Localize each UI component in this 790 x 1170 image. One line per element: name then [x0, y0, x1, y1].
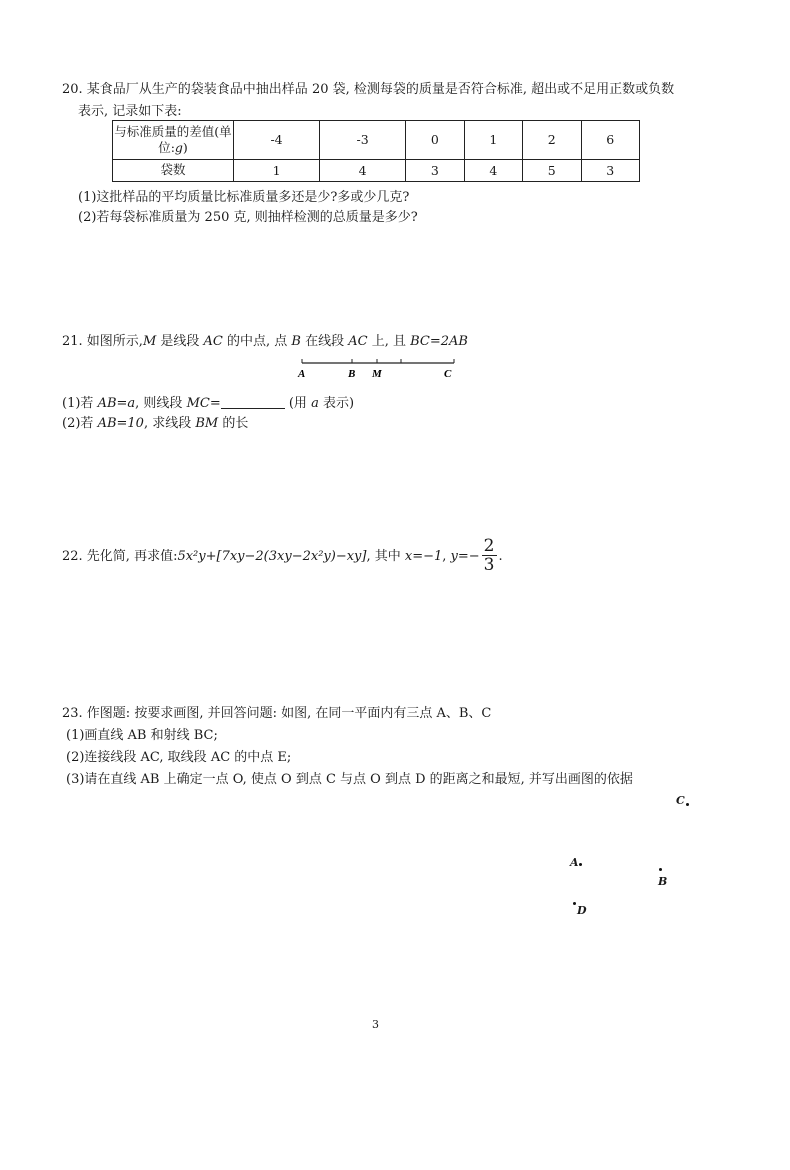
q20-diff-header-unit: g [174, 139, 183, 155]
q20-count-cell: 3 [581, 159, 640, 181]
q23-stem: 23. 作图题: 按要求画图, 并回答问题: 如图, 在同一平面内有三点 A、B、C [62, 706, 492, 721]
q22-y-denominator: 3 [483, 555, 495, 575]
q21-sub2 [62, 412, 248, 431]
q21-sub2-text: 的长 [218, 416, 249, 431]
q21-text: 是线段 [156, 334, 204, 349]
q20-sub1: (1)这批样品的平均质量比标准质量多还是少?多或少几克? [78, 190, 410, 205]
q22-stem [62, 538, 503, 575]
q20-diff-cell: 0 [406, 121, 464, 160]
q20-count-header: 袋数 [113, 159, 234, 181]
page-number: 3 [372, 1018, 379, 1031]
q20-diff-row [113, 121, 640, 160]
q23-point-b-label: B [658, 875, 668, 888]
q22-end: . [498, 549, 503, 564]
q23-point-c-dot [686, 803, 689, 806]
q21-label-a: A [298, 368, 306, 380]
q23-point-d-dot [573, 902, 576, 905]
q21-label-b: B [348, 368, 356, 380]
q21-sub1-text: 表示) [318, 396, 355, 411]
q20-count-cell: 5 [523, 159, 581, 181]
q20-diff-cell: -4 [234, 121, 320, 160]
q20-diff-header [113, 121, 234, 160]
q20-diff-cell: 6 [581, 121, 640, 160]
q21-sub1-var: a [311, 396, 319, 411]
q20-diff-cell: 2 [523, 121, 581, 160]
q20-count-cell: 4 [320, 159, 406, 181]
q21-var-ac: AC [203, 334, 223, 349]
q23-point-a-label: A [570, 856, 579, 869]
q21-sub1-text: (用 [288, 396, 312, 411]
q21-var-ac: AC [348, 334, 368, 349]
q20-diff-header-a: 与标准质量的差值(单 [114, 123, 232, 139]
q21-label-m: M [372, 368, 382, 380]
q21-sub1-text: , 则线段 [135, 396, 187, 411]
q21-sub2-target: BM [195, 416, 219, 431]
q23-sub2: (2)连接线段 AC, 取线段 AC 的中点 E; [66, 750, 292, 765]
q23-point-c-label: C [676, 794, 685, 807]
q20-data-table [112, 120, 640, 182]
q20-count-row [113, 159, 640, 181]
q21-var-b: B [291, 334, 301, 349]
q21-sub2-given: AB=10 [97, 416, 144, 431]
q23-point-b-dot [659, 868, 662, 871]
q21-sub1 [62, 392, 354, 411]
q22-text: , [442, 549, 451, 564]
q21-condition: BC=2AB [410, 334, 468, 349]
q23-sub3: (3)请在直线 AB 上确定一点 O, 使点 O 到点 C 与点 O 到点 D 的距离之和最短, 并写出画图的依据 [66, 772, 633, 787]
q20-diff-header-c: ) [182, 139, 188, 155]
q23-point-d-label: D [577, 904, 587, 917]
q20-count-cell: 1 [234, 159, 320, 181]
q21-answer-blank[interactable] [221, 396, 285, 409]
q21-text: 上, 且 [367, 334, 411, 349]
q21-sub2-text: , 求线段 [143, 416, 196, 431]
q22-expression: 5x²y+[7xy−2(3xy−2x²y)−xy] [177, 549, 367, 564]
q22-text: , 其中 [366, 549, 405, 564]
q21-segment-figure [296, 358, 466, 382]
q22-y-numerator: 2 [483, 536, 495, 556]
q20-diff-header-b: 位: [158, 139, 175, 155]
q22-y-prefix: y=− [450, 549, 480, 564]
q22-y-fraction [482, 538, 497, 575]
q21-sub1-text: (1)若 [62, 396, 98, 411]
q20-count-cell: 3 [406, 159, 464, 181]
q21-sub1-target: MC= [186, 396, 221, 411]
q20-sub2: (2)若每袋标准质量为 250 克, 则抽样检测的总质量是多少? [78, 210, 418, 225]
q20-count-cell: 4 [464, 159, 522, 181]
q21-label-c: C [444, 368, 452, 380]
q21-text: 的中点, 点 [222, 334, 292, 349]
q21-stem [62, 330, 468, 349]
q21-sub1-given: AB=a [97, 396, 136, 411]
q21-prefix: 21. 如图所示, [62, 334, 143, 349]
q23-point-a-dot [579, 863, 582, 866]
q21-var-m: M [142, 334, 157, 349]
q20-stem-line1: 20. 某食品厂从生产的袋装食品中抽出样品 20 袋, 检测每袋的质量是否符合标准, 超出或不足用正数或负数 [62, 82, 675, 97]
q21-sub2-text: (2)若 [62, 416, 98, 431]
q23-sub1: (1)画直线 AB 和射线 BC; [66, 728, 218, 743]
q20-diff-cell: -3 [320, 121, 406, 160]
q20-stem-line2: 表示, 记录如下表: [78, 104, 182, 119]
q21-text: 在线段 [300, 334, 349, 349]
q22-x-value: x=−1 [404, 549, 443, 564]
q20-diff-cell: 1 [464, 121, 522, 160]
q22-prefix: 22. 先化简, 再求值: [62, 549, 178, 564]
